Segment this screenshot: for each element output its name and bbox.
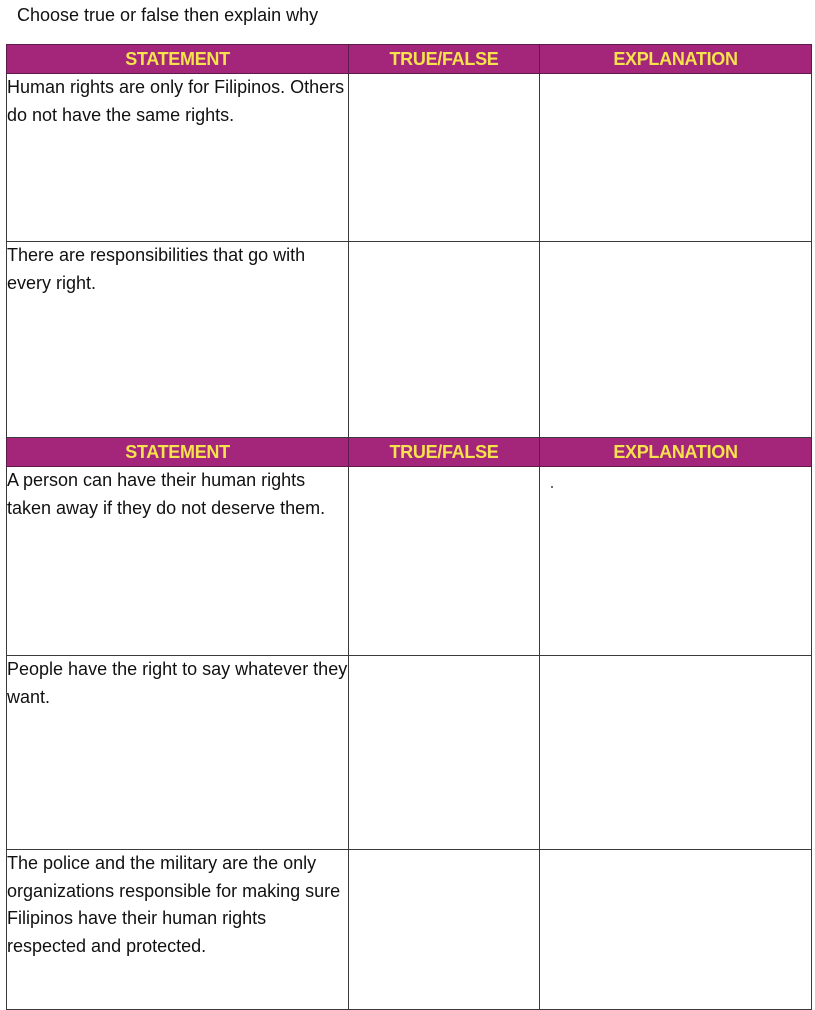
table-row [7,656,812,850]
worksheet-table [6,44,812,1010]
explanation-header: EXPLANATION [540,45,812,74]
statement-cell: Human rights are only for Filipinos. Others do not have the same rights. [7,74,349,242]
table-header-row [7,438,812,467]
true-false-answer-cell[interactable] [349,850,540,1010]
explanation-answer-cell[interactable] [540,467,812,656]
explanation-answer-cell[interactable] [540,656,812,850]
true-false-answer-cell[interactable] [349,656,540,850]
true-false-answer-cell[interactable] [349,242,540,438]
statement-header: STATEMENT [7,438,349,467]
statement-cell: The police and the military are the only organizations responsible for making sure Filipinos have their human rights respected and protected. [7,850,349,1010]
true-false-answer-cell[interactable] [349,467,540,656]
table-row [7,850,812,1010]
instruction-text: Choose true or false then explain why [17,5,319,25]
statement-cell: People have the right to say whatever they want. [7,656,349,850]
statement-header: STATEMENT [7,45,349,74]
true-false-header: TRUE/FALSE [349,438,540,467]
statement-cell: A person can have their human rights taken away if they do not deserve them. [7,467,349,656]
table-row [7,242,812,438]
statement-cell: There are responsibilities that go with every right. [7,242,349,438]
stray-dot-mark [551,486,553,488]
table-row [7,467,812,656]
true-false-answer-cell[interactable] [349,74,540,242]
explanation-answer-cell[interactable] [540,850,812,1010]
table-row [7,74,812,242]
explanation-header: EXPLANATION [540,438,812,467]
explanation-answer-cell[interactable] [540,242,812,438]
explanation-answer-cell[interactable] [540,74,812,242]
true-false-header: TRUE/FALSE [349,45,540,74]
table-header-row [7,45,812,74]
